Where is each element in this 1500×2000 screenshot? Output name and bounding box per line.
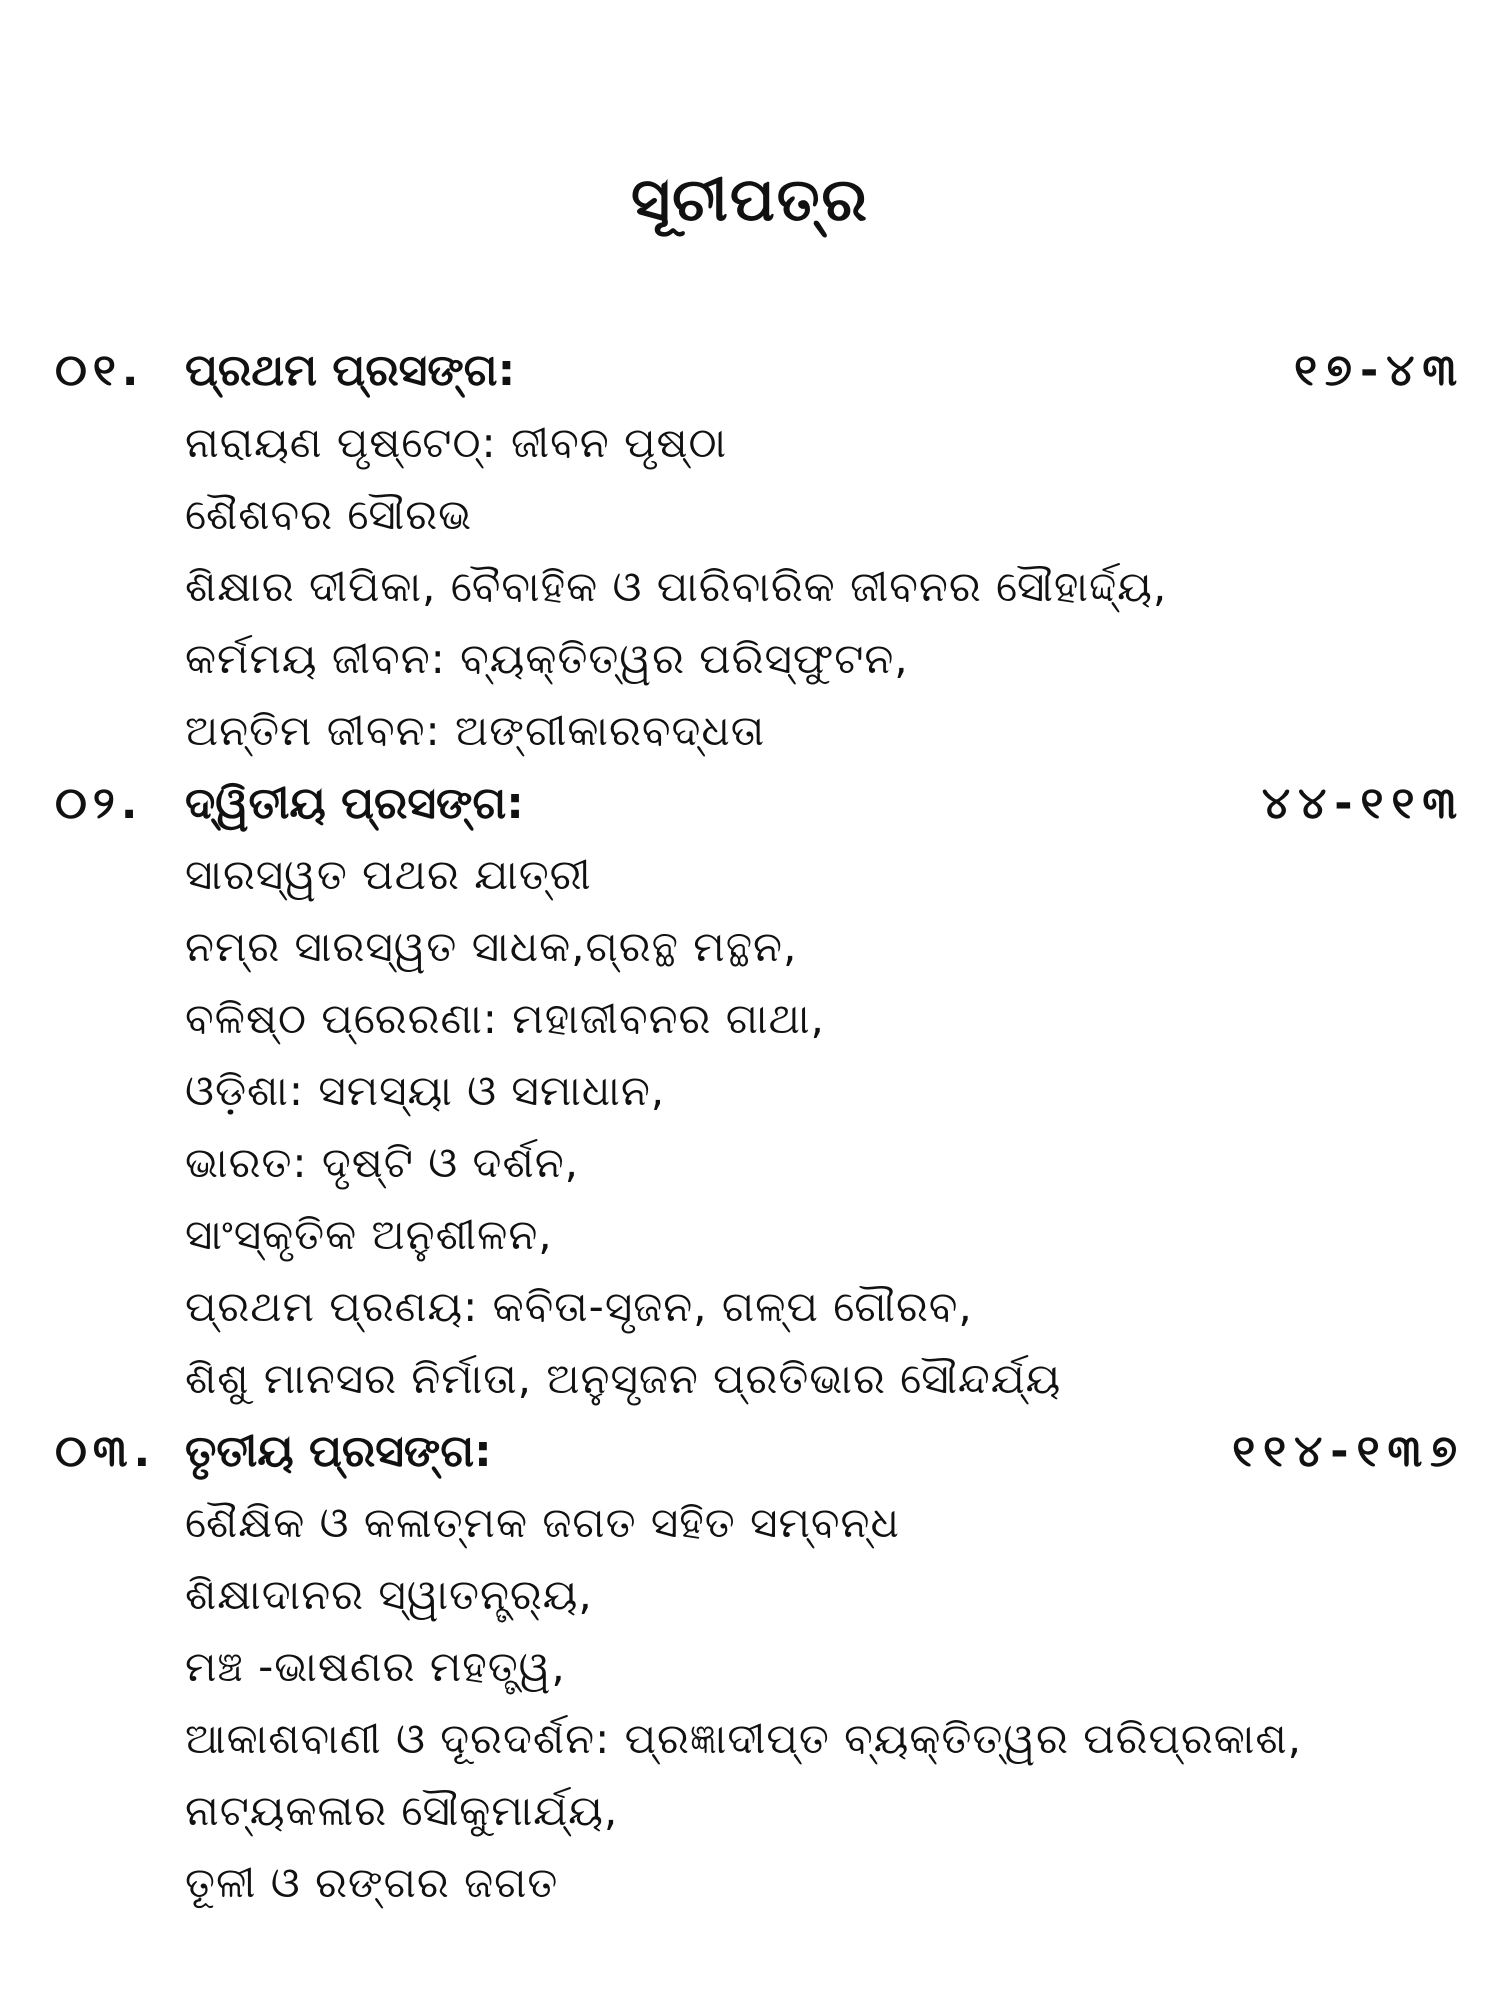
section-heading [55, 1426, 1465, 1496]
section-heading [55, 345, 1465, 415]
topic-line: ଶୈକ୍ଷିକ ଓ କଳାତ୍ମକ ଜଗତ ସହିତ ସମ୍ବନ୍ଧ [185, 1498, 900, 1547]
topic-line: ନାରାୟଣ ପୃଷ୍ଟେଠ୍: ଜୀବନ ପୃଷ୍ଠା [185, 418, 728, 467]
topic-line: ଶିକ୍ଷାଦାନର ସ୍ୱାତନ୍ତ୍ର୍ୟ, [185, 1570, 593, 1619]
section-name: ତୃତୀୟ ପ୍ରସଙ୍ଗ: [185, 1426, 492, 1477]
topic-line: ନମ୍ର ସାରସ୍ୱତ ସାଧକ,ଗ୍ରନ୍ଥ ମନ୍ଥନ, [185, 922, 798, 971]
section-number: ୦୩. [55, 1426, 157, 1477]
section-page-range: ୪୪-୧୧୩ [1261, 778, 1465, 829]
section-page-range: ୧୭-୪୩ [1294, 345, 1465, 396]
topic-line: ସାରସ୍ୱତ ପଥର ଯାତ୍ରୀ [185, 850, 592, 899]
topic-line: ତୂଳୀ ଓ ରଙ୍ଗର ଜଗତ [185, 1858, 559, 1907]
topic-line: ଶିକ୍ଷାର ଦୀପିକା, ବୈବାହିକ ଓ ପାରିବାରିକ ଜୀବନର ସୌହାର୍ଦ୍ଦ୍ୟ, [185, 562, 1168, 611]
topic-line: ଶୈଶବର ସୌରଭ [185, 490, 473, 539]
section-name: ପ୍ରଥମ ପ୍ରସଙ୍ଗ: [185, 345, 516, 396]
topic-line: ଓଡ଼ିଶା: ସମସ୍ୟା ଓ ସମାଧାନ, [185, 1066, 666, 1115]
page-title: ସୂଚୀପତ୍ର [631, 165, 869, 235]
topic-line: ପ୍ରଥମ ପ୍ରଣୟ: କବିତା-ସୃଜନ, ଗଳ୍ପ ଗୌରବ, [185, 1282, 973, 1331]
section-heading [55, 778, 1465, 848]
topic-line: ଶିଶୁ ମାନସର ନିର୍ମାତା, ଅନୁସୃଜନ ପ୍ରତିଭାର ସୌନ୍ଦର୍ଯ୍ୟ [185, 1354, 1062, 1403]
topic-line: ଭାରତ: ଦୃଷ୍ଟି ଓ ଦର୍ଶନ, [185, 1138, 579, 1187]
topic-line: ଅନ୍ତିମ ଜୀବନ: ଅଙ୍ଗୀକାରବଦ୍ଧତା [185, 706, 766, 755]
topic-line: କର୍ମମୟ ଜୀବନ: ବ୍ୟକ୍ତିତ୍ୱର ପରିସ୍ଫୁଟନ, [185, 634, 909, 683]
section-number: ୦୨. [55, 778, 144, 829]
topic-line: ସାଂସ୍କୃତିକ ଅନୁଶୀଳନ, [185, 1210, 553, 1259]
topic-line: ନାଟ୍ୟକଳାର ସୌକୁମାର୍ଯ୍ୟ, [185, 1786, 619, 1835]
section-number: ୦୧. [55, 345, 145, 396]
topic-line: ମଞ୍ଚ -ଭାଷଣର ମହତ୍ତ୍ୱ, [185, 1642, 566, 1691]
topic-line: ଆକାଶବାଣୀ ଓ ଦୂରଦର୍ଶନ: ପ୍ରଜ୍ଞାଦୀପ୍ତ ବ୍ୟକ୍ତିତ୍ୱର ପରିପ୍ରକାଶ, [185, 1714, 1302, 1763]
topic-line: ବଳିଷ୍ଠ ପ୍ରେରଣା: ମହାଜୀବନର ଗାଥା, [185, 994, 825, 1043]
section-name: ଦ୍ୱିତୀୟ ପ୍ରସଙ୍ଗ: [185, 778, 524, 829]
section-page-range: ୧୧୪-୧୩୭ [1232, 1426, 1465, 1477]
